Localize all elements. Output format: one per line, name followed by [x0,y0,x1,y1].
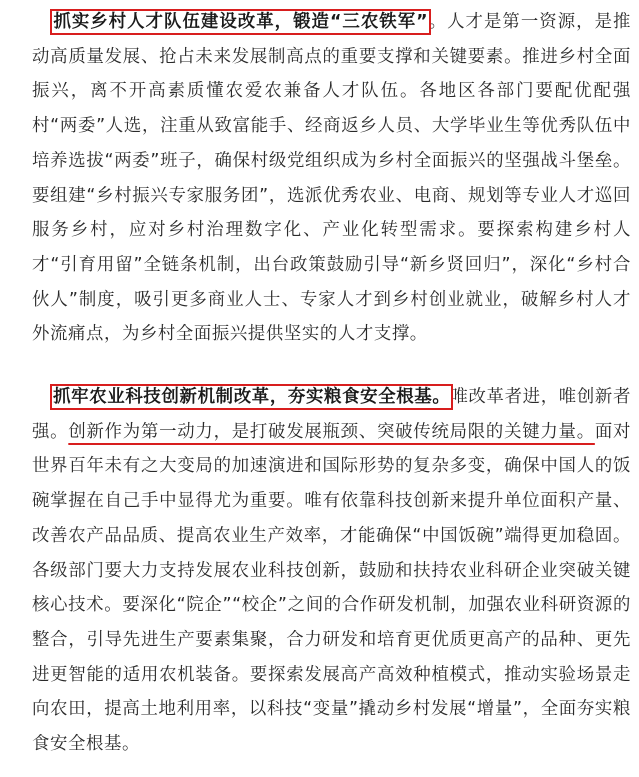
highlighted-heading-talent: 抓实乡村人才队伍建设改革，锻造“三农铁军” [53,12,429,32]
highlighted-heading-tech: 抓牢农业科技创新机制改革，夯实粮食安全根基。 [53,387,451,407]
paragraph-talent [32,5,631,352]
paragraph-body-rest: 面对世界百年未有之大变局的加速演进和国际形势的复杂多变，确保中国人的饭碗掌握在自己手中显得尤为重要。唯有依靠科技创新来提升单位面积产量、改善农产品品质、提高农业生产效率，才能确保“中国饭碗”端得更加稳固。各级部门要大力支持发展农业科技创新，鼓励和扶持农业科研企业突破关键核心技术。要深化“院企”“校企”之间的合作研发机制，加强农业科研资源的整合，引导先进生产要素集聚，合力研发和培育更优质更高产的品种、更先进更智能的适用农机装备。要探索发展高产高效种植模式，推动实验场景走向农田，提高土地利用率，以科技“变量”撬动乡村发展“增量”，全面夯实粮食安全根基。 [32,421,631,755]
paragraph-tech [32,380,631,762]
paragraph-body-start: 唯改革者进，唯创新者强。 [32,387,631,442]
heading-punct: 。 [428,12,448,32]
underlined-sentence: 创新作为第一动力，是打破发展瓶颈、突破传统局限的关键力量。 [68,421,595,442]
paragraph-body: 人才是第一资源，是推动高质量发展、抢占未来发展制高点的重要支撑和关键要素。推进乡村全面振兴，离不开高素质懂农爱农兼备人才队伍。各地区各部门要配优配强村“两委”人选，注重从致富能手、经商返乡人员、大学毕业生等优秀队伍中培养选拔“两委”班子，确保村级党组织成为乡村全面振兴的坚强战斗堡垒。要组建“乡村振兴专家服务团”，选派优秀农业、电商、规划等专业人才巡回服务乡村，应对乡村治理数字化、产业化转型需求。要探索构建乡村人才“引育用留”全链条机制，出台政策鼓励引导“新乡贤回归”，深化“乡村合伙人”制度，吸引更多商业人士、专家人才到乡村创业就业，破解乡村人才外流痛点，为乡村全面振兴提供坚实的人才支撑。 [32,12,631,345]
